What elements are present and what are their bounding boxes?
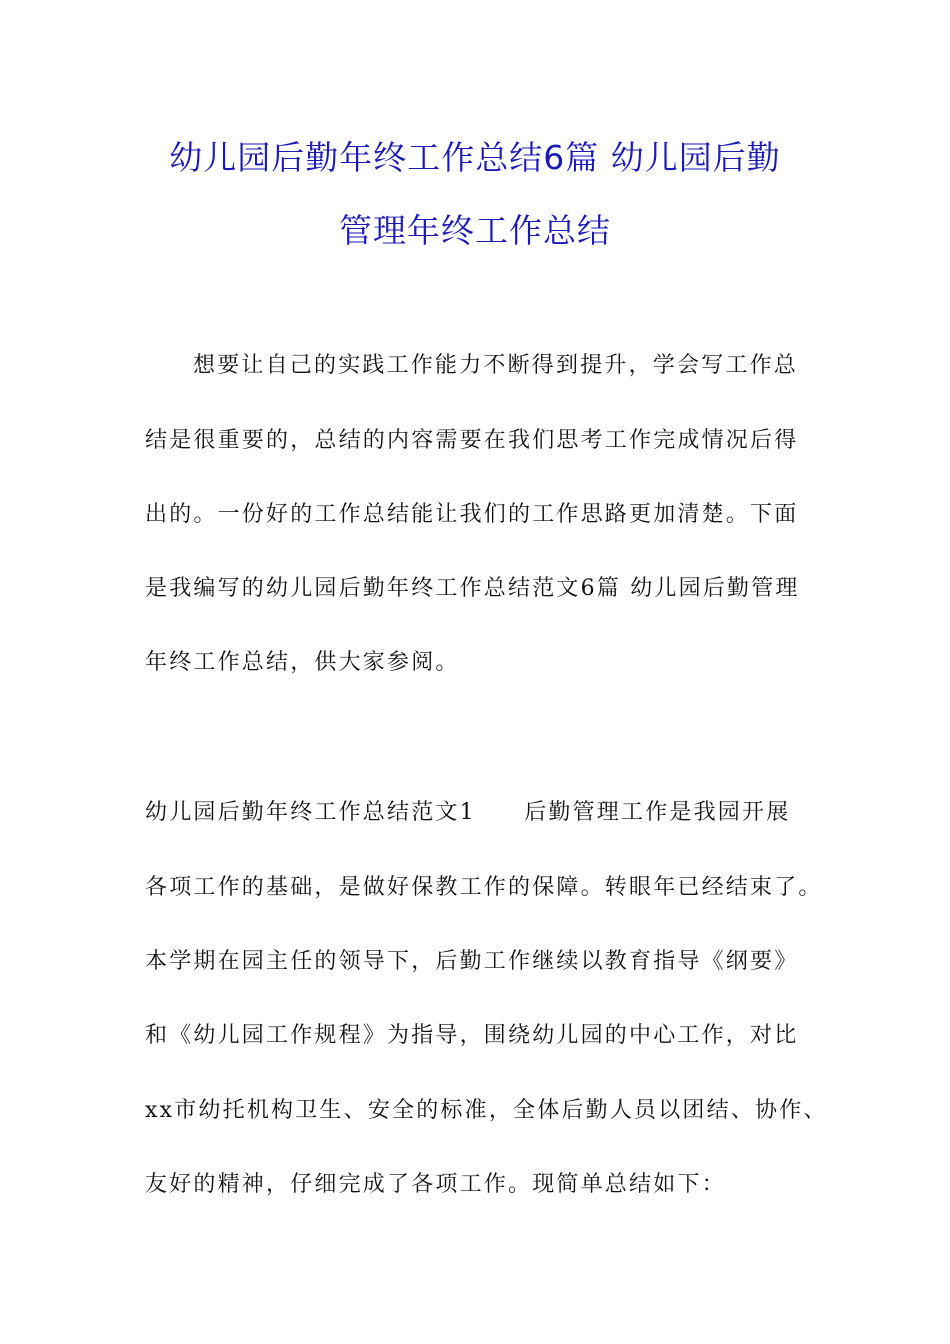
intro-paragraph-line-1: 想要让自己的实践工作能力不断得到提升，学会写工作总 [193,353,799,378]
section-paragraph-line-6: 友好的精神，仔细完成了各项工作。现简单总结如下： [145,1172,726,1197]
section-paragraph-line-1: 幼儿园后勤年终工作总结范文1 后勤管理工作是我园开展 [145,800,791,825]
section-paragraph-line-4: 和《幼儿园工作规程》为指导，围绕幼儿园的中心工作，对比 [145,1023,799,1048]
section-paragraph-line-2: 各项工作的基础，是做好保教工作的保障。转眼年已经结束了。 [145,875,823,900]
section-paragraph-line-3: 本学期在园主任的领导下，后勤工作继续以教育指导《纲要》 [145,949,799,974]
intro-paragraph-line-4: 是我编写的幼儿园后勤年终工作总结范文6篇 幼儿园后勤管理 [145,576,800,601]
document-title-line-1: 幼儿园后勤年终工作总结6篇 幼儿园后勤 [169,138,781,177]
section-paragraph-line-5: xx市幼托机构卫生、安全的标准，全体后勤人员以团结、协作、 [145,1098,828,1123]
intro-paragraph-line-5: 年终工作总结，供大家参阅。 [145,650,460,675]
document-title-line-2: 管理年终工作总结 [339,211,611,250]
intro-paragraph-line-2: 结是很重要的，总结的内容需要在我们思考工作完成情况后得 [145,428,799,453]
intro-paragraph-line-3: 出的。一份好的工作总结能让我们的工作思路更加清楚。下面 [145,502,799,527]
